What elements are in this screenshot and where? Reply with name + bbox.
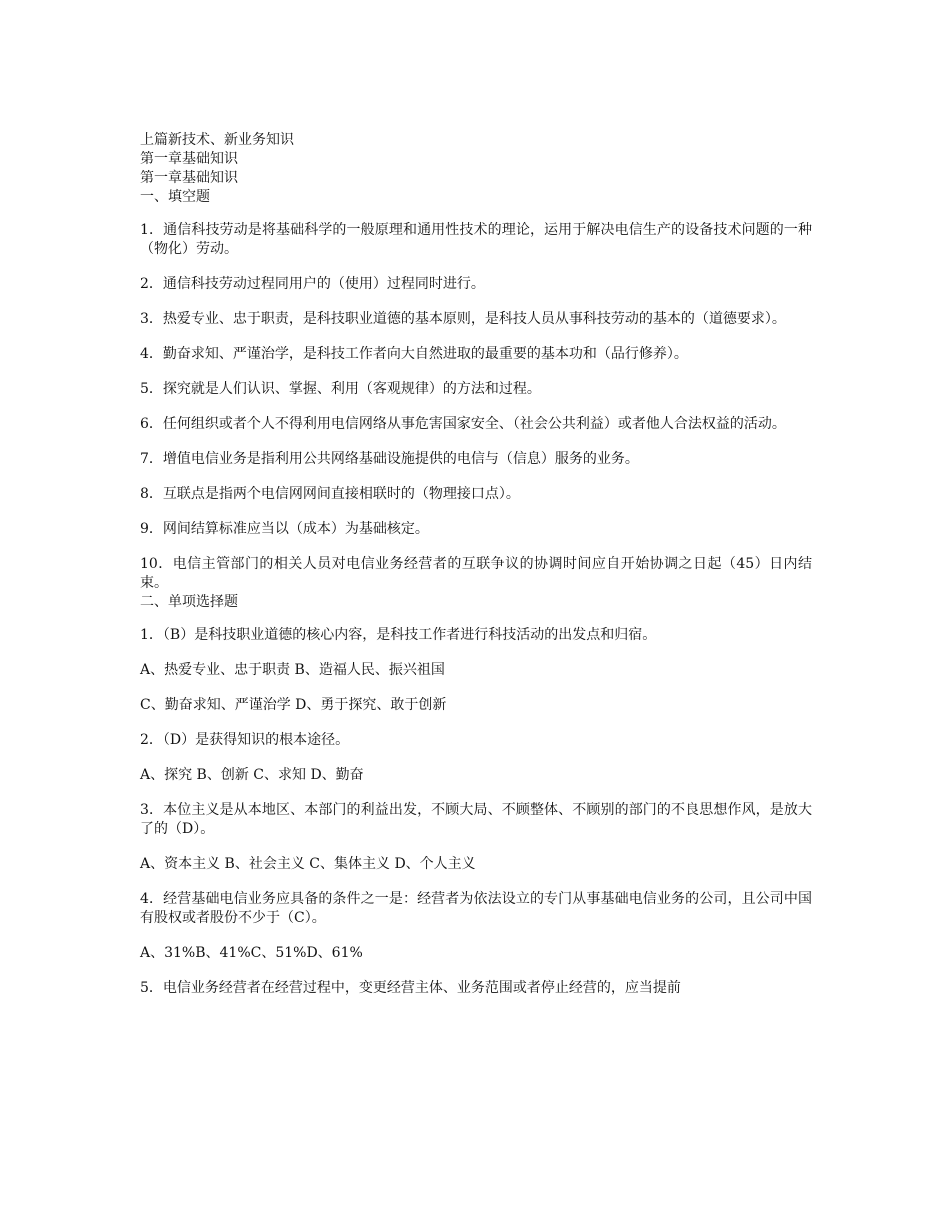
document-page <box>140 131 812 998</box>
fill-blank-question: 1．通信科技劳动是将基础科学的一般原理和通用性技术的理论，运用于解决电信生产的设备技术问题的一种（物化）劳动。 <box>140 222 812 257</box>
fill-blank-question: 8．互联点是指两个电信网网间直接相联时的（物理接口点）。 <box>140 486 520 502</box>
choice-question: 3．本位主义是从本地区、本部门的利益出发，不顾大局、不顾整体、不顾别的部门的不良思想作风，是放大了的（D）。 <box>140 802 812 837</box>
fill-blank-question: 2．通信科技劳动过程同用户的（使用）过程同时进行。 <box>140 276 485 292</box>
choice-options: A、31%B、41%C、51%D、61% <box>140 945 363 961</box>
fill-blank-question: 6．任何组织或者个人不得利用电信网络从事危害国家安全、（社会公共利益）或者他人合法权益的活动。 <box>140 416 786 432</box>
section-heading-fill-blank: 一、填空题 <box>140 189 210 205</box>
fill-blank-question: 4．勤奋求知、严谨治学，是科技工作者向大自然进取的最重要的基本功和（品行修养）。 <box>140 346 688 362</box>
chapter-heading: 第一章基础知识 <box>140 151 238 167</box>
fill-blank-question: 9．网间结算标准应当以（成本）为基础核定。 <box>140 521 429 537</box>
fill-blank-question: 10．电信主管部门的相关人员对电信业务经营者的互联争议的协调时间应自开始协调之日起（45）日内结束。 <box>140 556 812 591</box>
choice-options: A、探究 B、创新 C、求知 D、勤奋 <box>140 767 364 783</box>
choice-options: A、热爱专业、忠于职责 B、造福人民、振兴祖国 <box>140 662 445 678</box>
chapter-heading-repeat: 第一章基础知识 <box>140 170 238 186</box>
fill-blank-question: 5．探究就是人们认识、掌握、利用（客观规律）的方法和过程。 <box>140 381 541 397</box>
fill-blank-question: 3．热爱专业、忠于职责，是科技职业道德的基本原则，是科技人员从事科技劳动的基本的（道德要求）。 <box>140 311 786 327</box>
choice-question: 5．电信业务经营者在经营过程中，变更经营主体、业务范围或者停止经营的，应当提前 <box>140 980 681 996</box>
section-heading-single-choice: 二、单项选择题 <box>140 594 238 610</box>
choice-options: A、资本主义 B、社会主义 C、集体主义 D、个人主义 <box>140 856 476 872</box>
choice-question: 4．经营基础电信业务应具备的条件之一是：经营者为依法设立的专门从事基础电信业务的公司，且公司中国有股权或者股份不少于（C）。 <box>140 891 812 926</box>
part-heading: 上篇新技术、新业务知识 <box>140 132 294 148</box>
choice-options: C、勤奋求知、严谨治学 D、勇于探究、敢于创新 <box>140 697 447 713</box>
choice-question: 1．（B）是科技职业道德的核心内容，是科技工作者进行科技活动的出发点和归宿。 <box>140 627 657 643</box>
fill-blank-question: 7．增值电信业务是指利用公共网络基础设施提供的电信与（信息）服务的业务。 <box>140 451 639 467</box>
choice-question: 2．（D）是获得知识的根本途径。 <box>140 732 350 748</box>
